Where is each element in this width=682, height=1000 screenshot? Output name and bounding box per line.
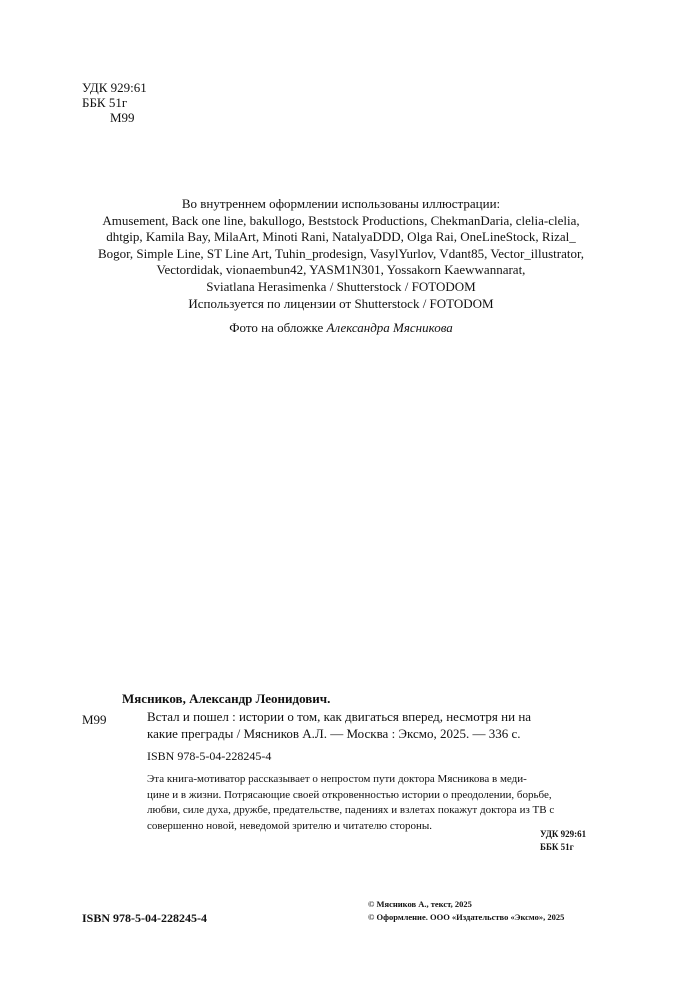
illustration-credit-line: Sviatlana Herasimenka / Shutterstock / FOTODOM	[206, 278, 476, 294]
annotation-line: совершенно новой, неведомой зрителю и читателю стороны.	[147, 819, 432, 832]
bbk-code: ББК 51г	[82, 95, 128, 110]
classification-block	[82, 80, 147, 125]
bibliography-description	[147, 708, 617, 742]
bibliography-author: Мясников, Александр Леонидович.	[122, 691, 331, 706]
annotation-line: цине и в жизни. Потрясающие своей откровенностью истории о преодолении, борьбе,	[147, 788, 552, 801]
copyright-block	[368, 898, 564, 924]
cover-photo-prefix: Фото на обложке	[229, 320, 324, 335]
copyright-line: © Мясников А., текст, 2025	[368, 899, 472, 909]
author-mark: М99	[110, 110, 135, 125]
annotation-line: Эта книга-мотиватор рассказывает о непростом пути доктора Мясникова в меди-	[147, 773, 527, 785]
illustration-credit-line: Bogor, Simple Line, ST Line Art, Tuhin_prodesign, VasylYurlov, Vdant85, Vector_illustrator,	[97, 245, 585, 261]
bibliography-description-line: какие преграды / Мясников А.Л. — Москва : Эксмо, 2025. — 336 с.	[147, 726, 521, 741]
classification-right	[540, 828, 586, 854]
cover-photo-name: Александра Мясникова	[326, 320, 453, 335]
udk-code: УДК 929:61	[82, 80, 147, 95]
illustration-credit-line: Vectordidak, vionaembun42, YASM1N301, Yossakorn Kaewwannarat,	[156, 262, 526, 278]
annotation	[147, 772, 617, 834]
isbn-footer: ISBN 978-5-04-228245-4	[82, 911, 207, 925]
bibliography-mark: М99	[82, 712, 107, 727]
cover-photo-credit	[70, 320, 612, 336]
udk-code-right: УДК 929:61	[540, 829, 587, 839]
bibliography-description-line: Встал и пошел : истории о том, как двигаться вперед, несмотря ни на	[147, 709, 532, 724]
illustration-credit-line: Amusement, Back one line, bakullogo, Beststock Productions, ChekmanDaria, clelia-clelia,	[102, 212, 580, 228]
illustration-credit-line: Во внутреннем оформлении использованы иллюстрации:	[181, 196, 501, 211]
illustration-credits	[70, 196, 612, 312]
bibliography-isbn: ISBN 978-5-04-228245-4	[147, 749, 272, 763]
illustration-credit-line: Используется по лицензии от Shutterstock / FOTODOM	[188, 295, 494, 311]
bbk-code-right: ББК 51г	[540, 842, 574, 852]
copyright-line: © Оформление. ООО «Издательство «Эксмо», 2025	[368, 912, 565, 922]
annotation-line: любви, силе духа, дружбе, предательстве, падениях и взлетах покажут доктора из ТВ с	[147, 804, 555, 816]
illustration-credit-line: dhtgip, Kamila Bay, MilaArt, Minoti Rani, NatalyaDDD, Olga Rai, OneLineStock, Rizal_	[106, 229, 576, 245]
